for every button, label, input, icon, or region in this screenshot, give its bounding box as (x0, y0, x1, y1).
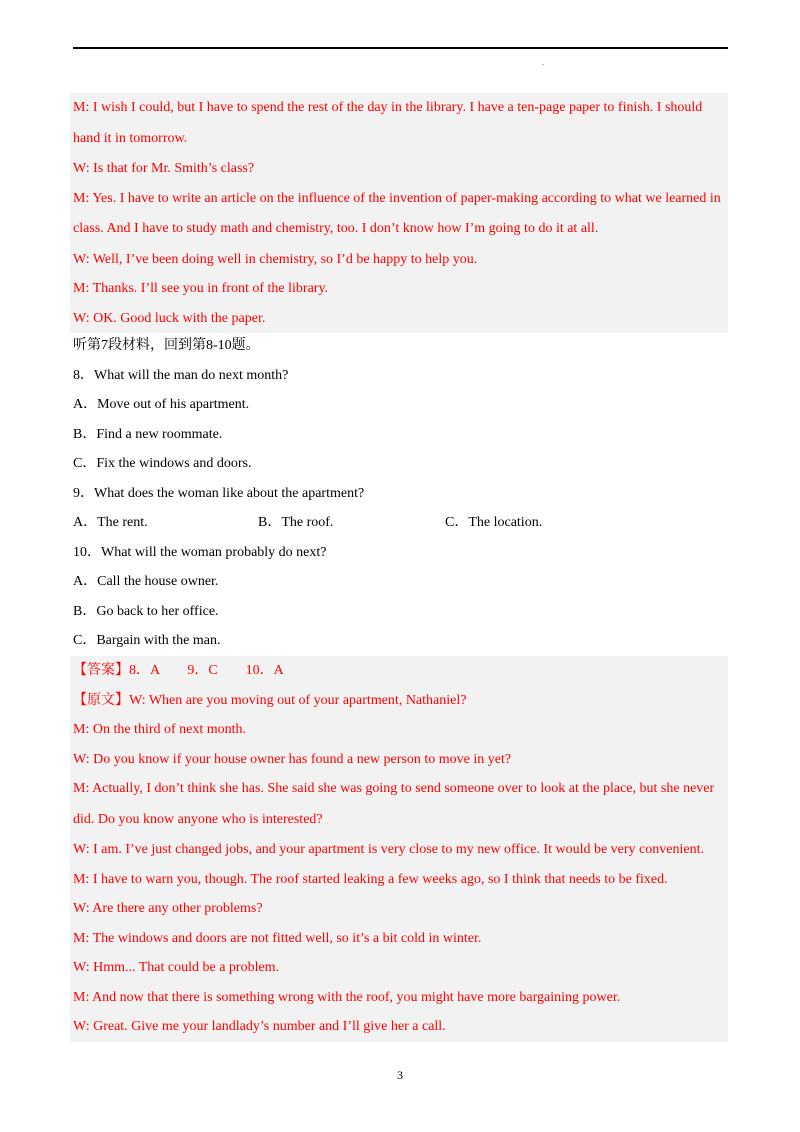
question-9-option-c: C．The location. (445, 515, 543, 530)
question-10-option-b: B．Go back to her office. (73, 603, 219, 619)
answer-section (70, 656, 728, 1042)
question-10-stem: 10．What will the woman probably do next? (73, 544, 327, 560)
section-intro: 听第7段材料，回到第8-10题。 (73, 338, 260, 353)
header-mark: . (542, 58, 544, 67)
question-8-stem: 8．What will the man do next month? (73, 367, 289, 383)
original-line: W: Are there any other problems? (73, 901, 263, 916)
page-number: 3 (397, 1068, 403, 1082)
transcript-line: M: I wish I could, but I have to spend the rest of the day in the library. I have a ten-page paper to finish. I should hand it in tomorrow. (73, 100, 703, 146)
transcript-line: W: Well, I’ve been doing well in chemistry, so I’d be happy to help you. (73, 251, 478, 267)
transcript-line: M: Thanks. I’ll see you in front of the library. (73, 281, 329, 296)
question-8-option-a: A．Move out of his apartment. (73, 397, 250, 412)
question-9-options (70, 508, 728, 538)
questions-section (70, 331, 728, 656)
original-first-line (70, 686, 728, 716)
original-line: M: The windows and doors are not fitted well, so it’s a bit cold in winter. (73, 930, 482, 946)
answer-line (70, 656, 728, 686)
question-9-option-b: B．The roof. (258, 515, 334, 530)
original-line: M: I have to warn you, though. The roof started leaking a few weeks ago, so I think that needs to be fixed. (73, 871, 668, 887)
original-line: W: Hmm... That could be a problem. (73, 960, 280, 975)
original-line: W: I am. I’ve just changed jobs, and your apartment is very close to my new office. It would be very convenient. (73, 842, 704, 857)
original-label: 【原文】 (73, 692, 129, 708)
original-first-text: W: When are you moving out of your apartment, Nathaniel? (129, 692, 467, 708)
question-10-option-c: C．Bargain with the man. (73, 633, 221, 648)
transcript-top (70, 93, 728, 333)
answer-label: 【答案】 (73, 663, 129, 678)
question-9-stem: 9．What does the woman like about the apartment? (73, 485, 365, 501)
question-8-option-c: C．Fix the windows and doors. (73, 456, 252, 471)
question-9-option-a: A．The rent. (73, 515, 148, 530)
question-8-option-b: B．Find a new roommate. (73, 426, 223, 442)
transcript-line: W: OK. Good luck with the paper. (73, 310, 266, 326)
transcript-line: W: Is that for Mr. Smith’s class? (73, 161, 255, 176)
original-line: M: And now that there is something wrong with the roof, you might have more bargaining power. (73, 989, 621, 1005)
transcript-line: M: Yes. I have to write an article on the influence of the invention of paper-making according to what we learned in class. And I have to study math and chemistry, too. I don’t know how I’m going to do it at all. (73, 190, 721, 236)
question-10-option-a: A．Call the house owner. (73, 574, 219, 589)
original-line: W: Do you know if your house owner has found a new person to move in yet? (73, 751, 512, 767)
original-line: M: On the third of next month. (73, 722, 247, 737)
answer-text: 8．A 9．C 10．A (129, 663, 284, 678)
original-line: M: Actually, I don’t think she has. She said she was going to send someone over to look at the place, but she never did. Do you know anyone who is interested? (73, 781, 715, 827)
original-line: W: Great. Give me your landlady’s number and I’ll give her a call. (73, 1019, 446, 1034)
header-rule (73, 47, 728, 49)
